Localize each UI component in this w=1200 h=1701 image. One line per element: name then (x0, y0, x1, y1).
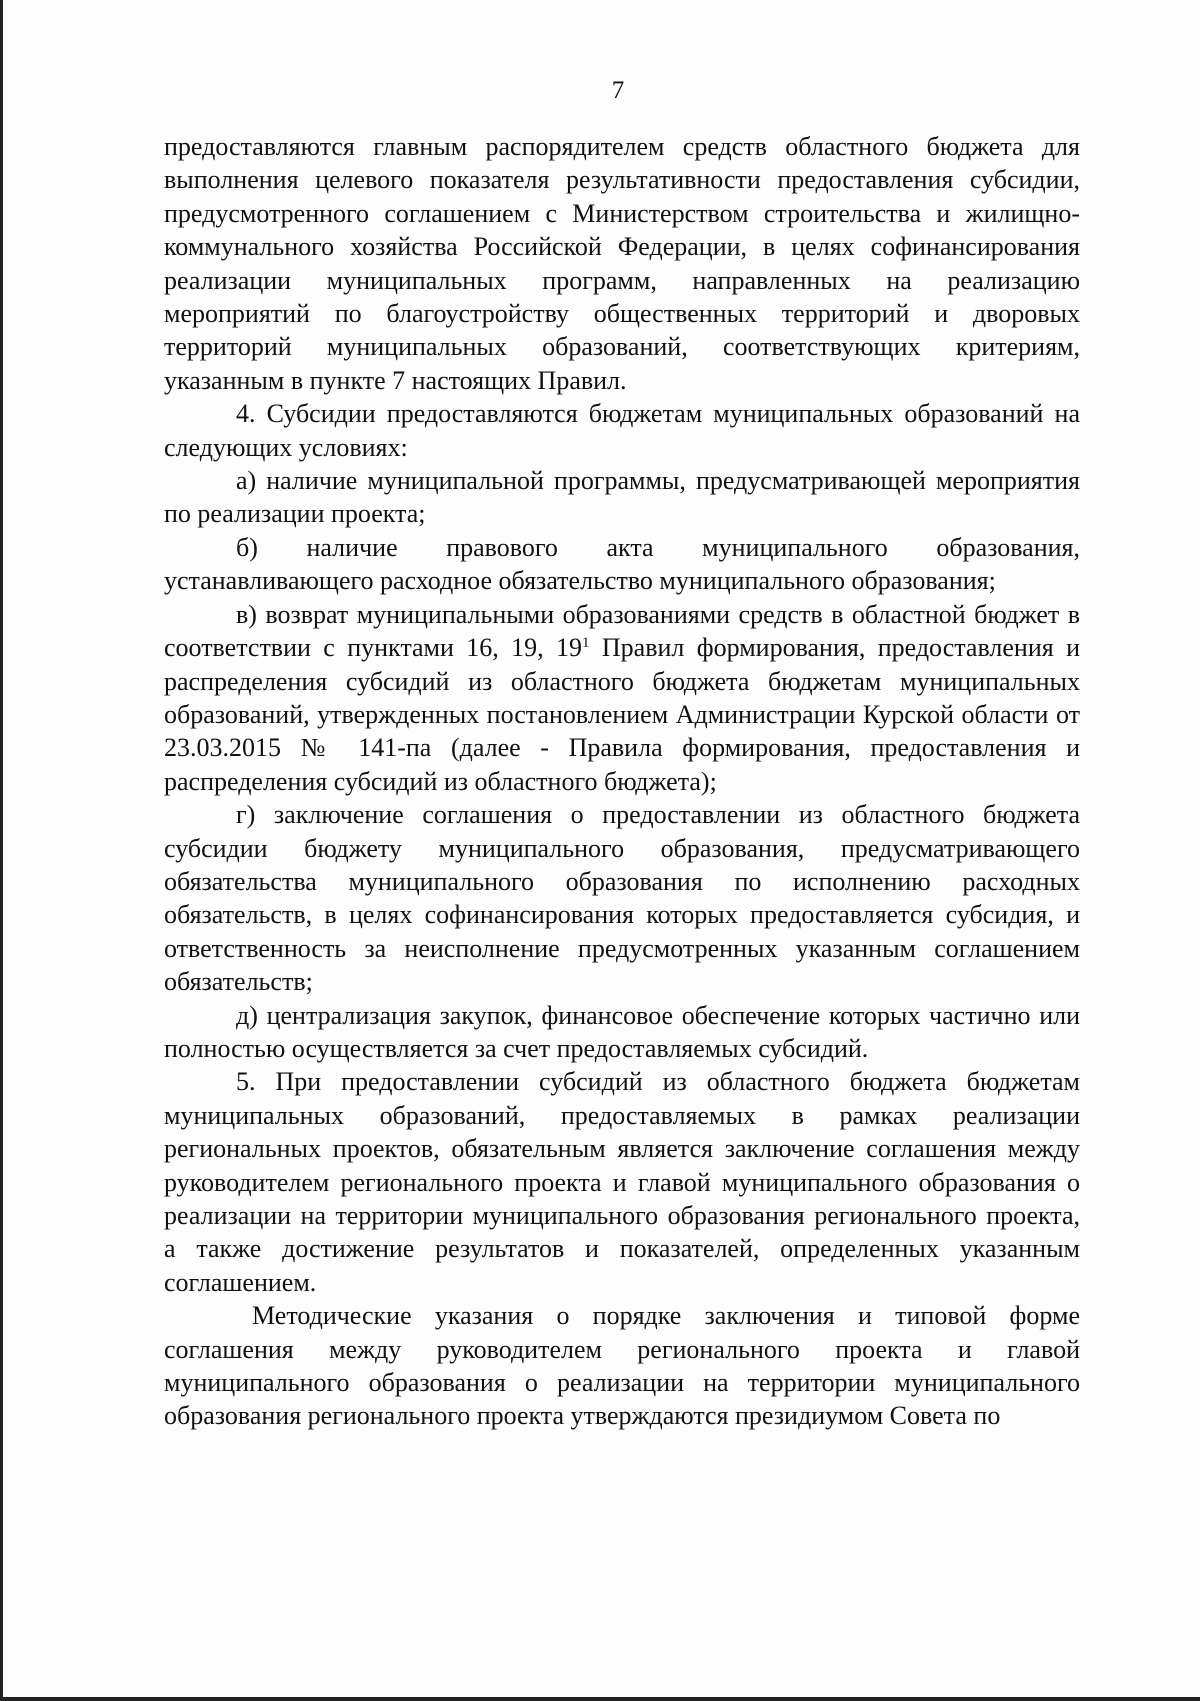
subitem-v-text-continued: Правил формирования, предоставления и распределения субсидий из областного бюджета бюджетам муниципальных образований, утвержденных постановлением Администрации Курской области от 23.03.2015 № 141-па (далее - Правила формирования, предоставления и распределения субсидий из областного бюджета); (164, 633, 1080, 796)
scan-edge-bottom (0, 1697, 1200, 1701)
superscript: 1 (582, 635, 590, 652)
paragraph-continuation: предоставляются главным распорядителем средств областного бюджета для выполнения целевого показателя результативности предоставления субсидии, предусмотренного соглашением с Министерством строительства и жилищно-коммунального хозяйства Российской Федерации, в целях софинансирования реализации муниципальных программ, направленных на реализацию мероприятий по благоустройству общественных территорий и дворовых территорий муниципальных образований, соответствующих критериям, указанным в пункте 7 настоящих Правил. (164, 132, 1080, 395)
document-text (164, 130, 1080, 1433)
page-number: 7 (611, 77, 625, 104)
paragraph-subitem-d: д) централизация закупок, финансовое обеспечение которых частично или полностью осуществляется за счет предоставляемых субсидий. (164, 1000, 1080, 1063)
paragraph-methodical-guidelines: Методические указания о порядке заключения и типовой форме соглашения между руководителем регионального проекта и главой муниципального образования о реализации на территории муниципального образования регионального проекта утверждаются президиумом Совета по (164, 1301, 1080, 1431)
subitem-v-text: в) возврат муниципальными образованиями средств в областной бюджет в соответствии с пунктами 16, 19, 19 (164, 599, 1080, 663)
paragraph-subitem-a: а) наличие муниципальной программы, предусматривающей мероприятия по реализации проекта; (164, 466, 1080, 529)
scan-edge-left (0, 0, 3, 1701)
paragraph-item-5: 5. При предоставлении субсидий из областного бюджета бюджетам муниципальных образований, предоставляемых в рамках реализации региональных проектов, обязательным является заключение соглашения между руководителем регионального проекта и главой муниципального образования о реализации на территории муниципального образования регионального проекта, а также достижение результатов и показателей, определенных указанным соглашением. (164, 1067, 1080, 1297)
paragraph-subitem-g: г) заключение соглашения о предоставлении из областного бюджета субсидии бюджету муниципального образования, предусматривающего обязательства муниципального образования по исполнению расходных обязательств, в целях софинансирования которых предоставляется субсидия, и ответственность за неисполнение предусмотренных указанным соглашением обязательств; (164, 800, 1080, 997)
paragraph-item-4: 4. Субсидии предоставляются бюджетам муниципальных образований на следующих условиях: (164, 399, 1080, 462)
paragraph-subitem-b: б) наличие правового акта муниципального образования, устанавливающего расходное обязательство муниципального образования; (164, 532, 1080, 596)
paragraph-subitem-v (164, 598, 1080, 798)
